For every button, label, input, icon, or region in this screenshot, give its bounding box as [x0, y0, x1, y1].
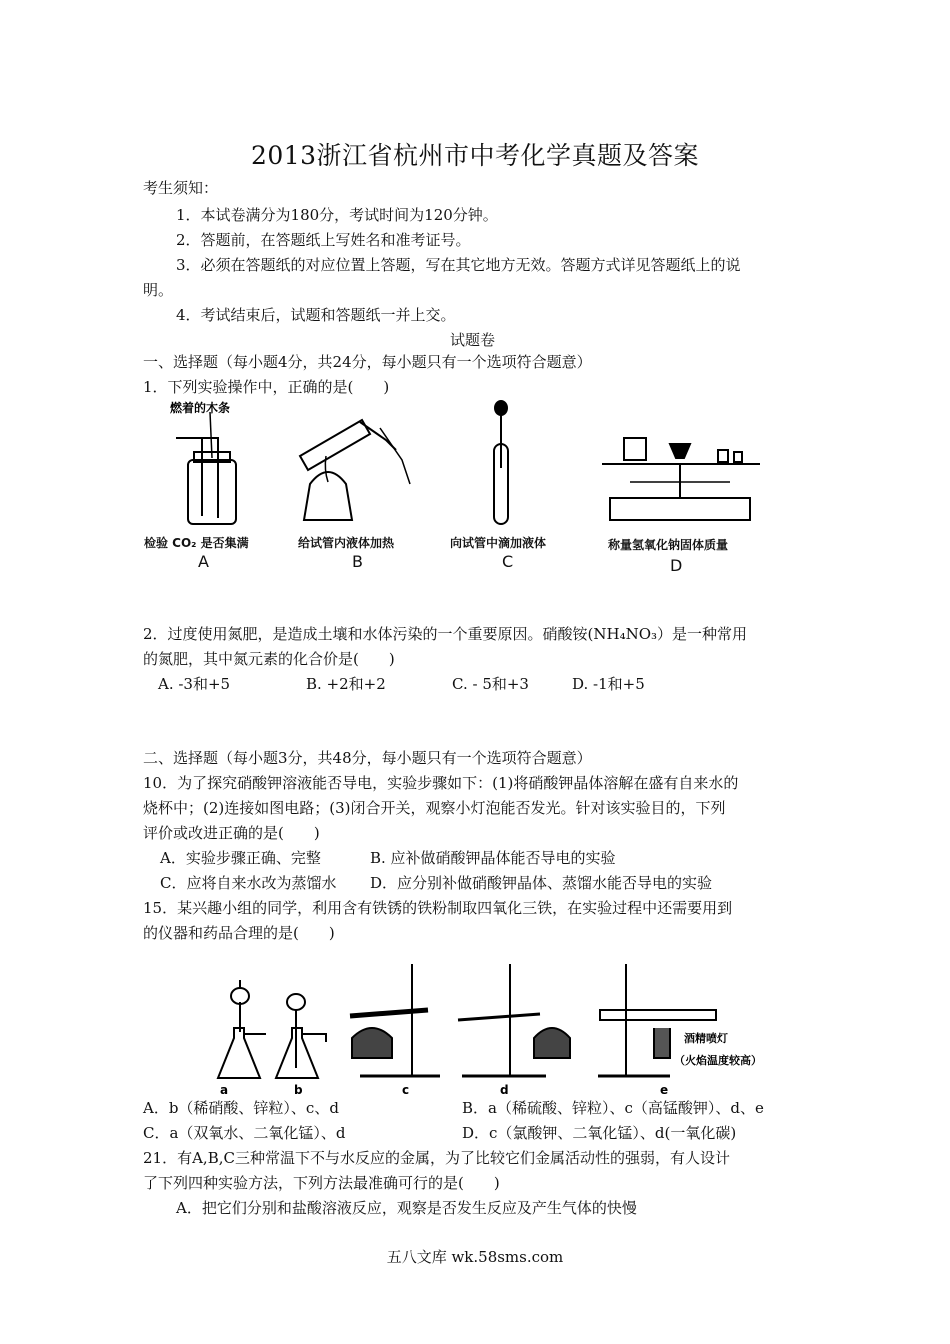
q2-stem-line: 2．过度使用氮肥，是造成土壤和水体污染的一个重要原因。硝酸铵(NH₄NO₃）是一种常用	[143, 625, 748, 643]
notice-item: 4．考试结束后，试题和答题纸一并上交。	[176, 306, 456, 324]
notice-item: 1．本试卷满分为180分，考试时间为120分钟。	[176, 206, 498, 224]
option-letter-b: b	[294, 1083, 303, 1096]
test-tube-icon	[350, 1010, 428, 1016]
q21-line: 21．有A,B,C三种常温下不与水反应的金属，为了比较它们金属活动性的强弱，有人设计	[143, 1149, 730, 1167]
option-letter-d: D	[670, 556, 683, 575]
caption-a: 检验 CO₂ 是否集满	[144, 536, 249, 550]
caption-d: 称量氢氧化钠固体质量	[608, 538, 729, 552]
notice-item: 3．必须在答题纸的对应位置上答题，写在其它地方无效。答题方式详见答题纸上的说	[176, 256, 741, 274]
funnel-icon	[231, 988, 249, 1004]
test-tube-icon	[458, 1014, 540, 1020]
option-letter-a: A	[198, 552, 209, 571]
option-letter-c: c	[402, 1083, 410, 1096]
q2-option-d: D. -1和+5	[572, 675, 645, 693]
caption-c: 向试管中滴加液体	[450, 536, 547, 550]
q1-stem: 1．下列实验操作中，正确的是( )	[143, 378, 390, 396]
notice-item: 2．答题前，在答题纸上写姓名和准考证号。	[176, 231, 471, 249]
burning-stick-label: 燃着的木条	[170, 401, 231, 415]
alcohol-lamp-icon	[534, 1028, 570, 1058]
q21-line: 了下列四种实验方法，下列方法最准确可行的是( )	[143, 1174, 500, 1192]
q1-figure	[140, 398, 780, 578]
blowtorch-icon	[654, 1028, 670, 1058]
option-letter-d: d	[500, 1083, 509, 1096]
q15-option-c: C．a（双氧水、二氧化锰）、d	[143, 1124, 346, 1142]
lamp-label: 酒精喷灯	[684, 1032, 728, 1045]
footer-watermark: 五八文库 wk.58sms.com	[386, 1248, 564, 1266]
q15-line: 15．某兴趣小组的同学，利用含有铁锈的铁粉制取四氧化三铁，在实验过程中还需要用到	[143, 899, 733, 917]
caption-b: 给试管内液体加热	[298, 536, 395, 550]
q10-line: 10．为了探究硝酸钾溶液能否导电，实验步骤如下：(1)将硝酸钾晶体溶解在盛有自来水的	[143, 774, 739, 792]
conical-flask-icon	[218, 1028, 260, 1078]
section2-heading: 二、选择题（每小题3分，共48分，每小题只有一个选项符合题意）	[143, 749, 592, 767]
option-letter-e: e	[660, 1083, 669, 1096]
q15-option-b: B．a（稀硫酸、锌粒）、c（高锰酸钾）、d、e	[462, 1099, 764, 1117]
balance-icon	[610, 498, 750, 520]
q10-option-d: D．应分别补做硝酸钾晶体、蒸馏水能否导电的实验	[370, 874, 713, 892]
q21-option-a: A．把它们分别和盐酸溶液反应，观察是否发生反应及产生气体的快慢	[176, 1199, 637, 1217]
alcohol-lamp-icon	[304, 472, 352, 520]
q10-option-a: A．实验步骤正确、完整	[160, 849, 321, 867]
option-letter-b: B	[352, 552, 363, 571]
q15-option-a: A．b（稀硝酸、锌粒）、c、d	[143, 1099, 339, 1117]
test-tube-icon	[300, 420, 370, 470]
gas-bottle-icon	[188, 460, 236, 524]
section1-heading: 一、选择题（每小题4分，共24分，每小题只有一个选项符合题意）	[143, 353, 592, 371]
q15-option-d: D．c（氯酸钾、二氧化锰）、d(一氧化碳)	[462, 1124, 737, 1142]
q2-option-c: C. - 5和+3	[452, 675, 529, 693]
paper-label: 试题卷	[450, 331, 496, 349]
q2-option-b: B. +2和+2	[306, 675, 386, 693]
alcohol-lamp-icon	[352, 1028, 392, 1058]
q2-stem-line: 的氮肥，其中氮元素的化合价是( )	[143, 650, 395, 668]
option-letter-a: a	[220, 1083, 229, 1096]
notice-heading: 考生须知：	[143, 179, 219, 197]
holder-icon	[380, 428, 410, 484]
notice-item: 明。	[143, 281, 174, 299]
q15-apparatus-drawing	[200, 958, 820, 1096]
q10-option-c: C．应将自来水改为蒸馏水	[160, 874, 337, 892]
q10-option-b: B. 应补做硝酸钾晶体能否导电的实验	[370, 849, 616, 867]
q15-line: 的仪器和药品合理的是( )	[143, 924, 335, 942]
funnel-icon	[287, 994, 305, 1010]
glass-tube-icon	[600, 1010, 716, 1020]
option-letter-c: C	[502, 552, 514, 571]
q2-option-a: A. -3和+5	[158, 675, 231, 693]
page-title: 2013浙江省杭州市中考化学真题及答案	[250, 141, 700, 170]
q10-line: 烧杯中；(2)连接如图电路；(3)闭合开关，观察小灯泡能否发光。针对该实验目的，下列	[143, 799, 726, 817]
q10-line: 评价或改进正确的是( )	[143, 824, 320, 842]
q15-figure	[200, 958, 820, 1096]
lamp-note: （火焰温度较高）	[674, 1054, 762, 1067]
